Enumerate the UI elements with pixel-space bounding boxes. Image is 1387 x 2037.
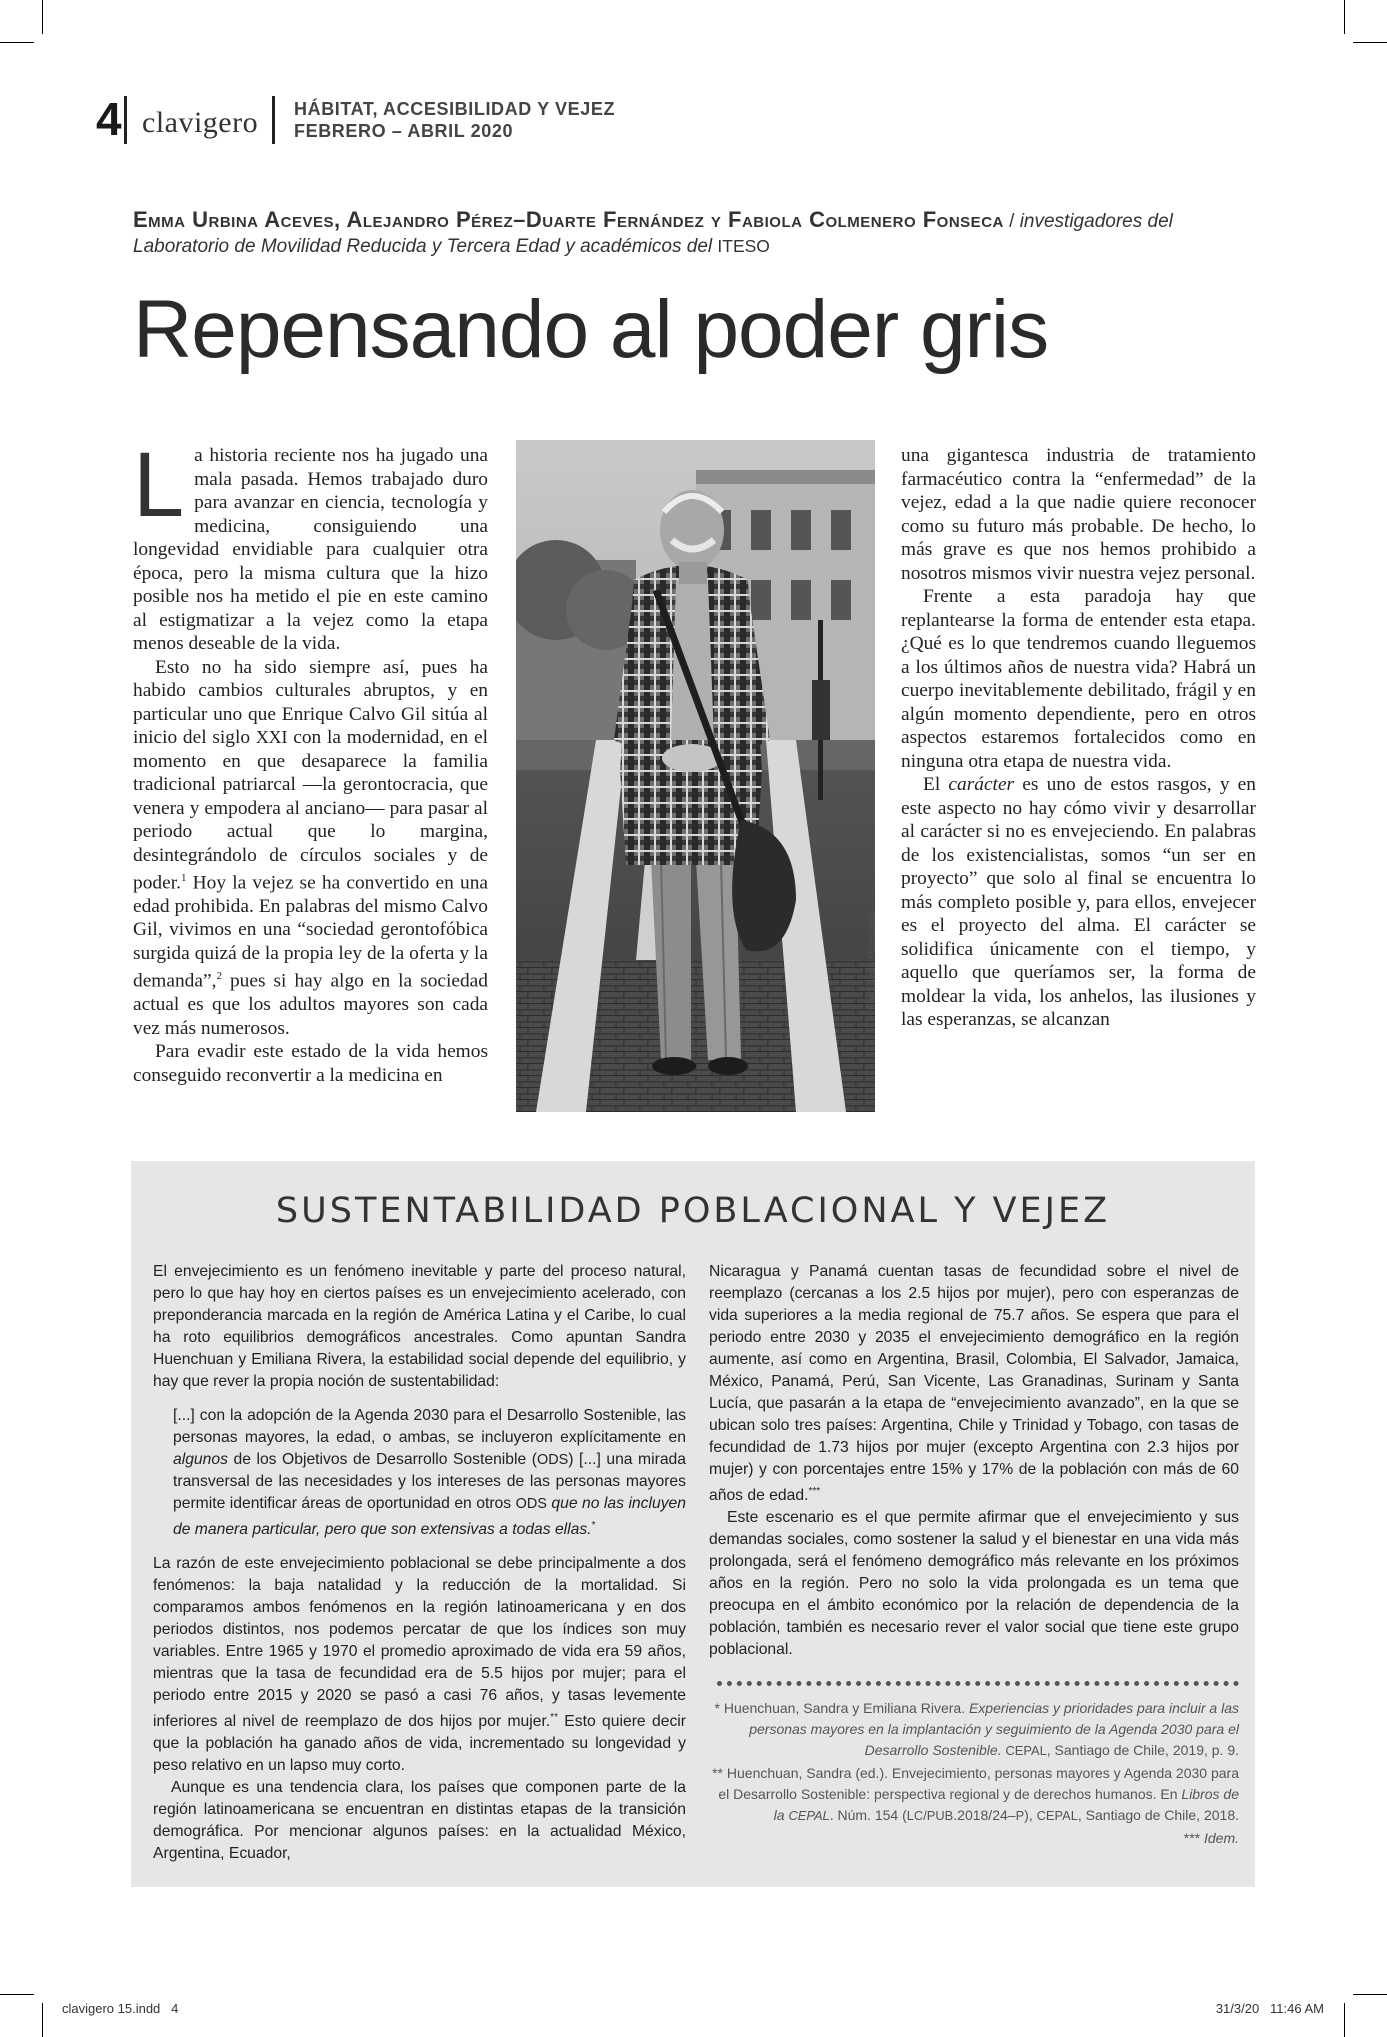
article-paragraph: una gigantesca industria de tratamiento farmacéutico contra la “enfermedad” de la vejez, edad a la que nadie quiere reconocer como su futuro más probable. De hecho, lo más grave es que nos hemos prohibido a nosotros mismos vivir nuestra vejez personal. xyxy=(901,445,1256,584)
crop-mark xyxy=(0,1994,34,1995)
crop-mark xyxy=(0,42,34,43)
sidebar-paragraph: Nicaragua y Panamá cuentan tasas de fecundidad sobre el nivel de reemplazo (cercanas a los 2.5 hijos por mujer), pero con esperanzas de vida superiores a la media regional de 75.7 años. Se espera que para el periodo entre 2030 y 2035 el envejecimiento demográfico en la región aumente, así como en Argentina, Brasil, Colombia, El Salvador, Jamaica, México, Panamá, Perú, San Vicente, Las Granadinas, Surinam y Santa Lucía, que pasarán a la etapa de “envejecimiento avanzado”, en la que se ubican solo tres países: Argentina, Chile y Trinidad y Tobago, con tasas de fecundidad de 1.73 hijos por mujer (excepto Argentina con 2.3 hijos por mujer) y con porcentajes entre 15% y 17% de la población con más de 60 años de edad.*** xyxy=(709,1263,1239,1505)
sidebar-title: SUSTENTABILIDAD POBLACIONAL Y VEJEZ xyxy=(275,1191,1111,1231)
header-divider xyxy=(124,96,127,144)
drop-cap: L xyxy=(133,434,185,536)
footnote: ** Huenchuan, Sandra (ed.). Envejecimiento, personas mayores y Agenda 2030 para el Desarrollo Sostenible: perspectiva regional y de derechos humanos. En Libros de la CEPAL. Núm. 154 (LC/PUB.2018/24–P), CEPAL, Santiago de Chile, 2018. xyxy=(712,1765,1239,1824)
sidebar-paragraph: El envejecimiento es un fenómeno inevitable y parte del proceso natural, pero lo que hay hoy en ciertos países es un envejecimiento acelerado, con preponderancia marcada en la región de América Latina y el Caribe, lo cual ha roto equilibrios demográficos ancestrales. Como apuntan Sandra Huenchuan y Emiliana Rivera, la estabilidad social depende del equilibrio, y hay que rever la propia noción de sustentabilidad: xyxy=(153,1263,686,1390)
crop-mark xyxy=(1344,2003,1345,2037)
article-paragraph: Para evadir este estado de la vida hemos conseguido reconvertir a la medicina en xyxy=(133,1041,488,1086)
sidebar-box xyxy=(131,1161,1255,1887)
byline-separator: / xyxy=(1009,211,1015,232)
section-title: HÁBITAT, ACCESIBILIDAD Y VEJEZ xyxy=(294,99,616,119)
magazine-name: clavigero xyxy=(142,106,259,139)
block-quote: [...] con la adopción de la Agenda 2030 para el Desarrollo Sostenible, las personas mayores, la edad, o ambas, se incluyeron explícitamente en algunos de los Objetivos de Desarrollo Sostenible (ODS) [...] una mirada transversal de las necesidades y los intereses de las personas mayores permite identificar áreas de oportunidad en otros ODS que no las incluyen de manera particular, pero que son extensivas a todas ellas.* xyxy=(173,1407,687,1539)
crop-mark xyxy=(1353,1994,1387,1995)
sidebar-column-1 xyxy=(153,1261,686,1865)
sidebar-column-2 xyxy=(709,1261,1239,1851)
sidebar-paragraph: Este escenario es el que permite afirmar que el envejecimiento y sus demandas sociales, como sostener la salud y el bienestar en una vida más prolongada, será el fenómeno demográfico más relevante en los próximos años en la región. Pero no solo la vida prolongada es un tema que preocupa en el ámbito económico por la relación de dependencia de la población, también es necesario rever el valor social que tiene este grupo poblacional. xyxy=(709,1509,1239,1659)
dotted-divider xyxy=(717,1681,1239,1686)
crop-mark xyxy=(42,0,43,34)
print-slug-date: 31/3/20 11:46 AM xyxy=(1215,2001,1324,2016)
sidebar-paragraph: La razón de este envejecimiento poblacional se debe principalmente a dos fenómenos: la baja natalidad y la reducción de la mortalidad. Si comparamos ambos fenómenos en la región latinoamericana y en dos periodos distintos, nos podemos percatar de que los índices son muy variables. Entre 1965 y 1970 el promedio aproximado de vida era 59 años, mientras que la tasa de fecundidad era de 5.5 hijos por mujer; para el periodo entre 2015 y 2020 se pasó a casi 76 años, y tasas levemente inferiores al nivel de reemplazo de dos hijos por mujer.** Esto quiere decir que la población ha ganado años de vida, incrementado su longevidad y peso relativo en un lapso muy corto. xyxy=(153,1555,686,1775)
footnote-ref: 1 xyxy=(180,872,187,884)
header-divider xyxy=(272,96,275,144)
photo-credit: Foto: Luis Ponciano xyxy=(866,912,878,1010)
headline: Repensando al poder gris xyxy=(133,284,1049,375)
byline xyxy=(133,208,1243,259)
crop-mark xyxy=(1344,0,1345,34)
print-slug-file: clavigero 15.indd 4 xyxy=(62,2001,179,2016)
crop-mark xyxy=(1353,42,1387,43)
authors-role: investigadores del Laboratorio de Movilidad Reducida y Tercera Edad y académicos del xyxy=(133,211,1173,257)
article-column-3 xyxy=(901,444,1256,1032)
article-column-1 xyxy=(133,434,488,1087)
footnote: * Huenchuan, Sandra y Emiliana Rivera. Experiencias y prioridades para incluir a las personas mayores en la implantación y seguimiento de la Agenda 2030 para el Desarrollo Sostenible. CEPAL, Santiago de Chile, 2019, p. 9. xyxy=(714,1700,1239,1759)
issue-info xyxy=(294,98,615,142)
article-paragraph: Frente a esta paradoja hay que replantearse la forma de entender esta etapa. ¿Qué es lo que tendremos cuando lleguemos a los últimos años de nuestra vida? Habrá un cuerpo inevitablemente debilitado, frágil y en algún momento dependiente, pero en otros aspectos estaremos fortalecidos como en ninguna otra etapa de nuestra vida. xyxy=(901,586,1256,772)
photo-elderly-man-street xyxy=(516,440,875,1112)
authors-org: ITESO xyxy=(717,236,770,256)
crop-mark xyxy=(42,2003,43,2037)
sidebar-paragraph: Aunque es una tendencia clara, los países que componen parte de la región latinoamericana se encuentran en distintas etapas de la transición demográfica. Por mencionar algunos países: en la actualidad México, Argentina, Ecuador, xyxy=(153,1779,686,1863)
footnotes xyxy=(709,1698,1239,1849)
footnote-ref: 2 xyxy=(216,970,222,983)
article-paragraph: La historia reciente nos ha jugado una mala pasada. Hemos trabajado duro para avanzar en ciencia, tecnología y medicina, consiguiendo una longevidad envidiable para cualquier otra época, pero la misma cultura que la hizo posible nos ha metido el pie en este camino al estigmatizar a la vejez como la etapa menos deseable de la vida. xyxy=(133,434,488,654)
article-photo xyxy=(516,440,875,1112)
authors: Emma Urbina Aceves, Alejandro Pérez–Duarte Fernández y Fabiola Colmenero Fonseca xyxy=(133,207,1004,232)
article-paragraph: Esto no ha sido siempre así, pues ha habido cambios culturales abruptos, y en particular uno que Enrique Calvo Gil sitúa al inicio del siglo XXI con la modernidad, en el momento en que desaparece la familia tradicional patriarcal —la gerontocracia, que venera y empodera al anciano— para pasar al periodo actual que lo margina, desintegrándolo de círculos sociales y de poder.$^1$ Hoy la vejez se ha convertido en una edad prohibida. En palabras del mismo Calvo Gil, vivimos en una “sociedad gerontofóbica surgida quizá de la propia ley de la oferta y la demanda”,$^2$ pues si hay algo en la sociedad actual es que los adultos mayores son cada vez más numerosos. xyxy=(133,656,488,1039)
issue-date: FEBRERO – ABRIL 2020 xyxy=(294,121,514,141)
article-paragraph: El carácter es uno de estos rasgos, y en este aspecto no hay cómo vivir y desarrollar al carácter si no es envejeciendo. En palabras de los existencialistas, somos “un ser en proyecto” que solo al final se encuentra lo más completo posible y, para ellos, envejecer es el proyecto del alma. El carácter se solidifica únicamente con el tiempo, y aquello que queríamos ser, la forma de moldear la vida, los anhelos, las ilusiones y las esperanzas, se alcanzan xyxy=(901,774,1256,1030)
page-number: 4 xyxy=(96,93,122,145)
footnote: *** Idem. xyxy=(1183,1830,1239,1847)
